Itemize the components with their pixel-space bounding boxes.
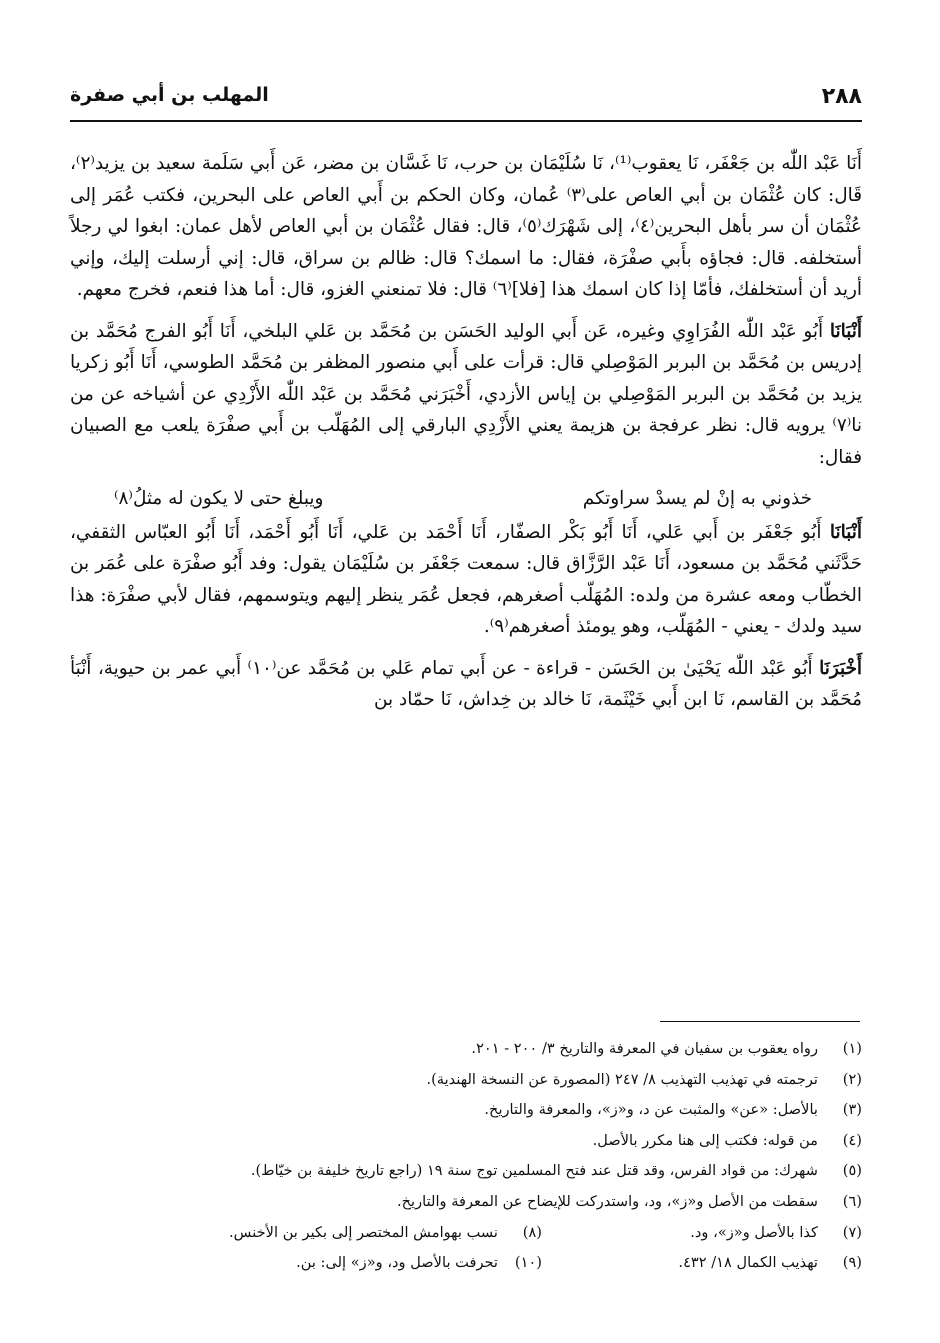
footnote-text: تحرفت بالأصل ود، و«ز» إلى: بن.	[296, 1254, 498, 1272]
footnote	[222, 1248, 542, 1279]
isnad-keyword: أَخْبَرَنَا	[819, 657, 862, 679]
footnote-number: (٩)	[842, 1254, 862, 1272]
paragraph-4	[70, 653, 862, 716]
paragraph-1	[70, 148, 862, 306]
main-text	[70, 148, 862, 716]
text-line: عُمَر ينظر إليهم ويتوسمهم، فقال لأبي صفْرَة: هذا سيد ولدك - يعني - المُهَلّب، وهو يومئذ	[70, 584, 862, 637]
text-line: المظفر بن مُحَمَّد الطوسي، أَنَا أَبُو زكريا يزيد بن مُحَمَّد بن البربر المَوْصِلي بن إياس الأزدي،	[70, 352, 862, 405]
footnote-number: (٣)	[842, 1101, 862, 1119]
footnote-number: (١)	[842, 1040, 862, 1057]
footnote	[80, 1126, 862, 1157]
footnote	[80, 1034, 862, 1065]
footnote-separator	[660, 1021, 860, 1022]
text-line: أَبُو العبّاس الثقفي، حَدَّثَني مُحَمَّد بن مسعود، أَنَا عَبْد الرَّزَّاق قال: سمعت جَعْفَر بن سُلَيْمَان	[70, 521, 862, 574]
text-line: أصغرهم⁽٩⁾.	[483, 616, 571, 637]
footnote-number: (٥)	[842, 1162, 862, 1180]
footnote-number: (٦)	[842, 1192, 862, 1210]
footnote-number: (٢)	[842, 1070, 862, 1088]
footnote	[80, 1095, 862, 1126]
running-title: المهلب بن أبي صفرة	[70, 84, 269, 106]
text-line: عمر بن حيوية، أَنْبَأ مُحَمَّد بن القاسم، نَا ابن أَبي خَيْثَمة، نَا خالد بن خِداش، نَا حمّاد بن	[70, 657, 862, 710]
verse-first-hemistich: خذوني به إنْ لم يسدْ سراوتكم	[582, 488, 812, 509]
footnote-number: (١٠)	[514, 1254, 542, 1272]
text-line: فقال: ما اسمك؟ قال: ظالم بن سراق، قال: إني أرسلت إليك، وإني أريد أن أستخلفك،	[70, 247, 862, 300]
footnote-text: رواه يعقوب بن سفيان في المعرفة والتاريخ ٣/ ٢٠٠ - ٢٠١.	[471, 1040, 818, 1057]
footnote-text: نسب بهوامش المختصر إلى بكير بن الأخنس.	[229, 1223, 498, 1241]
footnote-text: كذا بالأصل و«ز»، ود.	[690, 1223, 818, 1241]
footnote	[222, 1218, 542, 1249]
footnote-text: من قوله: فكتب إلى هنا مكرر بالأصل.	[592, 1131, 818, 1149]
text-line: العاص على البحرين، فكتب عُمَر إلى عُثْمَان أن سر بأهل البحرين⁽٤⁾، إلى شَهْرَك⁽٥⁾، قال:	[70, 184, 862, 237]
footnote-text: ترجمته في تهذيب التهذيب ٨/ ٢٤٧ (المصورة عن النسخة الهندية).	[426, 1070, 818, 1088]
text-line: يعني الأَزْدِي البارقي إلى المُهَلّب بن أَبي صفْرَة يلعب مع الصبيان فقال:	[70, 415, 862, 468]
text-line: يقول: وفد أَبُو صفْرَة على عُمَر بن الخطّاب ومعه عشرة من ولده: المُهَلّب أصغرهم، فجعل	[70, 553, 862, 606]
footnote-text: شهرك: من قواد الفرس، وقد قتل عند فتح المسلمين توج سنة ١٩ (راجع تاريخ خليفة بن خيّاط).	[250, 1162, 818, 1180]
footnote	[542, 1218, 862, 1249]
page-number: ٢٨٨	[821, 84, 862, 109]
footnote-text: سقطت من الأصل و«ز»، ود، واستدركت للإيضاح عن المعرفة والتاريخ.	[396, 1192, 818, 1210]
header-rule	[70, 120, 862, 122]
text-line: سعيد بن يزيد⁽٢⁾، قَال: كان عُثْمَان بن أبي العاص على⁽٣⁾ عُمان، وكان الحكم بن أَبي	[70, 153, 862, 206]
footnote	[80, 1187, 862, 1218]
footnote-number: (٤)	[842, 1131, 862, 1149]
paragraph-2	[70, 316, 862, 474]
footnote	[80, 1065, 862, 1096]
footnote	[80, 1156, 862, 1187]
footnote-text: بالأصل: «عن» والمثبت عن د، و«ز»، والمعرفة والتاريخ.	[484, 1101, 818, 1119]
text-line: أَخْبَرَني مُحَمَّد بن عَبْد اللّٰه الأَزْدِي عن أشياخه عن من نا⁽٧⁾ يرويه قال: نظر عرفجة بن هزيمة	[70, 383, 862, 436]
verse-second-hemistich: ويبلغ حتى لا يكون له مثلُ⁽٨⁾	[114, 488, 324, 509]
paragraph-3	[70, 517, 862, 643]
isnad-keyword: أَنْبَانَا	[829, 521, 863, 543]
footnote-text: تهذيب الكمال ١٨/ ٤٣٢.	[678, 1254, 818, 1272]
text-line: أَبُو عَبْد اللّٰه يَحْيَىٰ بن الحَسَن - قراءة - عن أَبي تمام عَلي بن مُحَمَّد عن⁽١٠⁾ أَبي	[215, 657, 813, 679]
text-line: أَبُو عَبْد اللّٰه الفُرَاوِي وغيره، عَن أَبي الوليد الحَسَن بن مُحَمَّد بن عَلي البلخي،	[242, 320, 824, 342]
footnote-number: (٧)	[842, 1223, 862, 1241]
footnote	[542, 1248, 862, 1279]
footnote-pair	[80, 1248, 862, 1279]
footnote-pair	[80, 1218, 862, 1249]
text-line: أَنَا عَبْد اللّٰه بن جَعْفَر، نَا يعقوب⁽¹⁾، نَا سُلَيْمَان بن حرب، نَا غَسَّان بن مضر، عَن أَبي سَلَمة	[201, 153, 862, 174]
text-line: فأمّا إذا كان اسمك هذا [فلا]⁽٦⁾ قال: فلا تمنعني الغزو، قال: أما هذا فنعم، فخرج معهم.	[76, 279, 723, 300]
footnote-number: (٨)	[522, 1223, 542, 1241]
text-line: أَنَا أَبُو الفرج مُحَمَّد بن إدريس بن مُحَمَّد بن البربر المَوْصِلي قال: قرأت على أَبي منصور	[70, 320, 862, 373]
isnad-keyword: أَنْبَانَا	[829, 320, 862, 342]
footnotes	[80, 1034, 862, 1279]
text-line: أَبُو جَعْفَر بن أَبي عَلي، أَنَا أَبُو بَكْر الصفّار، أَنَا أَحْمَد بن عَلي، أَنَا أَبُو أَحْمَد، أَنَا	[224, 521, 822, 543]
poetry-verse	[70, 483, 862, 515]
text-line: فقال عُثْمَان بن أبي العاص لأهل عمان: ابغوا لي رجلاً أستخلفه. قال: فجاؤه بأَبي صفْرَة،	[70, 216, 863, 269]
running-header	[70, 82, 862, 112]
